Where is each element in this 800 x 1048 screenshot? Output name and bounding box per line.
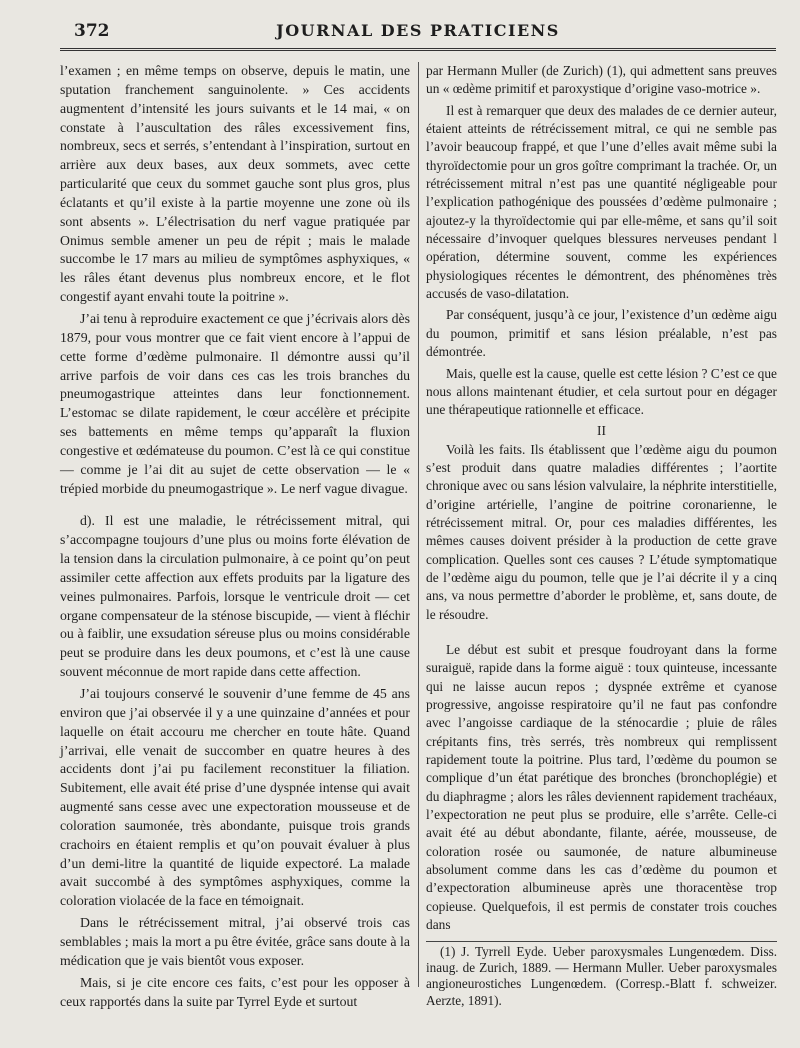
paragraph: J’ai toujours conservé le souvenir d’une femme de 45 ans environ que j’ai observée il y a une quinzaine d’années et pour laquelle on était accouru me chercher en toute hâte. Quand j’arrivai, elle venait de succomber en quatre heures à des accidents dont j’ai pu facilement reconstituer la filiation. Subitement, elle avait été prise d’une dyspnée intense qui avait augmenté sans cesse avec une expectoration mousseuse et de coloration saumonée, très abondante, puisque trois grands crachoirs en étaient remplis et qu’on pouvait évaluer à plus d’un demi-litre la quantité de liquide expectoré. La malade avait succombé à des symptômes asphyxiques, comme la coloration violacée de la face en témoignait. <box>60 686 410 909</box>
footnote-text: (1) J. Tyrrell Eyde. Ueber paroxysmales Lungenœdem. Diss. inaug. de Zurich, 1889. — Hermann Muller. Ueber paroxysmales angioneurostiches Lungenœdem. (Corresp.-Blatt f. schweizer. Aerzte, 1891). <box>426 944 777 1008</box>
paragraph: par Hermann Muller (de Zurich) (1), qui admettent sans preuves un « œdème primitif et paroxystique d’origine vaso-motrice ». <box>426 63 777 97</box>
paragraph: Le début est subit et presque foudroyant dans la forme suraiguë, rapide dans la forme aiguë : toux quinteuse, incessante qui ne laisse aucun repos ; dyspnée extrême et cyanose progressive, angoisse respiratoire qu’il ne faut pas confondre avec l’angoisse cardiaque de la sténocardie ; pluie de râles crépitants fins, très serrés, très nombreux qui remplissent rapidement toute la poitrine. Plus tard, l’œdème du poumon se complique d’un état parétique des bronches (bronchoplégie) et du diaphragme ; alors les râles deviennent rapidement trachéaux, l’expectoration ne peut plus se produire, elle s’arrête. Celle-ci avait été au début abondante, filante, aérée, mousseuse, de coloration rosée ou saumonée, de nature albumineuse absolument comme dans les cas d’œdème du poumon et d’expectoration albumineuse après une thoracentèse trop copieuse. Quelquefois, il est permis de constater trois couches dans <box>426 641 777 933</box>
right-column <box>426 62 777 934</box>
running-header <box>60 18 776 48</box>
paragraph: Voilà les faits. Ils établissent que l’œdème aigu du poumon s’est produit dans quatre maladies différentes ; l’aortite chronique avec ou sans lésion valvulaire, la néphrite interstitielle, d’origine artérielle, l’angine de poitrine coronarienne, le rétrécissement mitral. Or, pour ces maladies différentes, les mêmes causes doivent présider à la production de cette grave complication. Quelles sont ces causes ? L’étude symptomatique de l’œdème aigu du poumon, telle que je l’ai décrite il y a cinq ans, va nous permettre d’aborder le problème, et, sans doute, de le résoudre. <box>426 441 778 622</box>
paragraph: Mais, quelle est la cause, quelle est cette lésion ? C’est ce que nous allons maintenant étudier, et cela surtout pour en dégager une thérapeutique rationnelle et efficace. <box>426 365 777 418</box>
paragraph: Dans le rétrécissement mitral, j’ai observé trois cas semblables ; mais la mort a pu être évitée, grâce sans doute à la médication que je vais bientôt vous exposer. <box>60 915 410 968</box>
paragraph: J’ai tenu à reproduire exactement ce que j’écrivais alors dès 1879, pour vous montrer que ce fait vient encore à l’appui de cette forme d’œdème pulmonaire. Il démontre aussi qu’il arrive parfois de voir dans ces cas les trois branches du pneumogastrique atteintes dans leur fonctionnement. L’estomac se dilate rapidement, le cœur accélère et précipite ses battements en même temps qu’apparaît la fluxion congestive et œdémateuse du poumon. C’est là ce qui constitue — comme je l’ai dit au sujet de cette observation — le « trépied morbide du pneumogastrique ». Le nerf vague divague. <box>60 310 410 496</box>
paragraph: Mais, si je cite encore ces faits, c’est pour les opposer à ceux rapportés dans la suite par Tyrrel Eyde et surtout <box>60 974 410 1009</box>
paragraph: Par conséquent, jusqu’à ce jour, l’existence d’un œdème aigu du poumon, primitif et sans lésion préalable, n’est pas démontrée. <box>426 307 777 360</box>
section-heading: II <box>597 422 606 438</box>
journal-title: JOURNAL DES PRATICIENS <box>276 21 560 40</box>
footnote <box>426 944 777 1009</box>
header-rule <box>60 48 776 51</box>
paragraph: d). Il est une maladie, le rétrécissement mitral, qui s’accompagne toujours d’une plus ou moins forte élévation de la tension dans la circulation pulmonaire, à ce point qu’on peut assimiler cette affection aux effets produits par la ligature des veines pulmonaires. Parfois, lorsque le ventricule droit — cet organe compensateur de la sténose biscupide, — vient à fléchir ou à faiblir, une exsudation séreuse plus ou moins considérable peut se produire dans les deux poumons, et c’est là une cause souvent méconnue de mort rapide dans cette affection. <box>60 513 410 680</box>
paragraph: l’examen ; en même temps on observe, depuis le matin, une sputation franchement sanguinolente. » Ces accidents augmentent d’intensité les jours suivants et le 14 mai, « on constate à l’auscultation des râles excessivement fins, nombreux, secs et serrés, s’entendant à l’inspiration, surtout en arrière aux deux bases, aux deux sommets, avec cette particularité que ceux du sommet gauche sont plus gros, plus éclatants et qu’il existe à la partie moyenne une zone où ils sont absents ». L’électrisation du nerf vague pratiquée par Onimus semble amener un peu de répit ; mais le malade succombe le 17 mars au milieu de symptômes asphyxiques, « les râles étant devenus plus nombreux encore, et le flot congestif ayant envahi toute la poitrine ». <box>60 63 410 305</box>
paragraph: Il est à remarquer que deux des malades de ce dernier auteur, étaient atteints de rétrécissement mitral, ce qui ne semble pas l’avoir beaucoup frappé, et que l’une d’elles avait même subi la thyroïdectomie pour un gros goître comprimant la trachée. Or, un rétrécissement mitral n’est pas une quantité négligeable pour l’explication pathogénique des poussées d’œdème pulmonaire ; ajoutez-y la thyroïdectomie qui par elle-même, et sans qu’il soit nécessaire d’invoquer quelques blessures nerveuses pendant l opération, détermine souvent, comme les expériences physiologiques récentes le démontrent, des phénomènes très accusés de vaso-dilatation. <box>426 102 777 302</box>
left-column <box>60 62 410 1011</box>
page-number: 372 <box>74 21 110 41</box>
column-divider <box>418 62 419 987</box>
footnote-rule <box>426 941 777 942</box>
